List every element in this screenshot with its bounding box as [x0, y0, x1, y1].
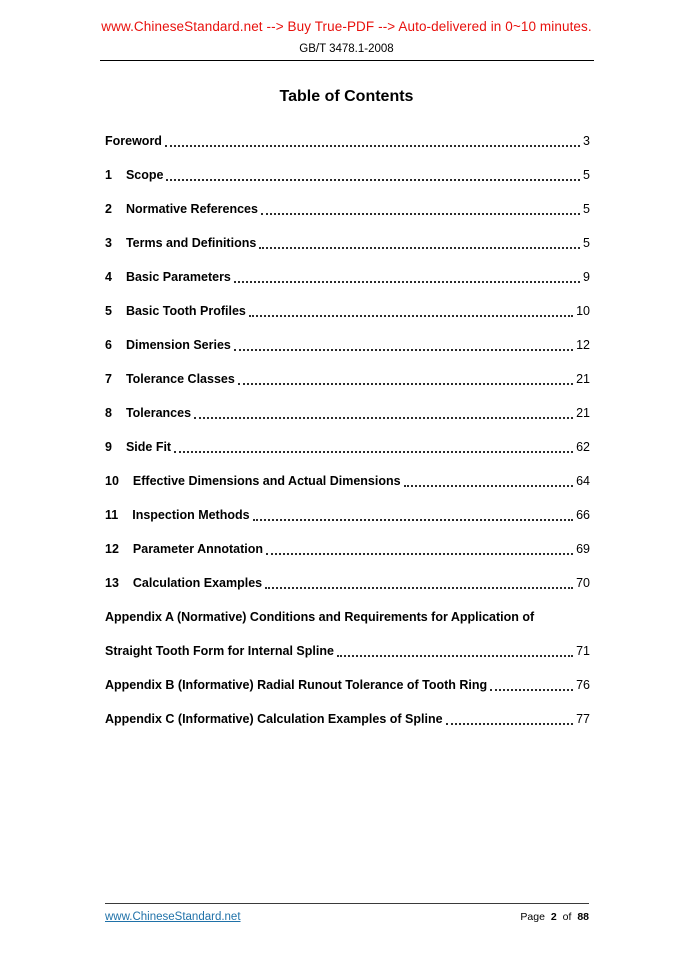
toc-entry-page: 3	[583, 134, 590, 148]
toc-entry-page: 5	[583, 168, 590, 182]
toc-entry-number: 4	[105, 270, 112, 284]
toc-entry-label: Effective Dimensions and Actual Dimensions	[132, 474, 401, 488]
toc-entry	[105, 437, 590, 457]
page-title: Table of Contents	[279, 88, 414, 105]
toc-leader-dots	[490, 689, 573, 691]
toc-leader-dots	[238, 383, 573, 385]
toc-entry-number: 7	[105, 372, 112, 386]
toc-leader-dots	[174, 451, 573, 453]
toc-entry-page: 10	[576, 304, 590, 318]
toc-entry-label: Parameter Annotation	[132, 542, 264, 556]
page-footer	[105, 903, 589, 923]
toc-entry-number: 13	[105, 576, 119, 590]
toc-entry-number: 5	[105, 304, 112, 318]
toc-entry-page: 71	[576, 644, 590, 658]
page-indicator-of: of	[562, 911, 572, 923]
toc-leader-dots	[261, 213, 580, 215]
toc-leader-dots	[259, 247, 580, 249]
toc-entry-page: 21	[576, 372, 590, 386]
toc-entry-label: Appendix C (Informative) Calculation Examples of Spline	[105, 712, 443, 726]
toc-entry-page: 5	[583, 202, 590, 216]
toc-entry-page: 62	[576, 440, 590, 454]
toc-entry	[105, 301, 590, 321]
toc-entry-label: Foreword	[105, 134, 162, 148]
toc-entry	[105, 165, 590, 185]
toc-leader-dots	[265, 587, 573, 589]
toc-entry-label: Straight Tooth Form for Internal Spline	[105, 644, 334, 658]
toc-entry-number: 1	[105, 168, 112, 182]
toc-entry-number: 2	[105, 202, 112, 216]
toc-entry-page: 69	[576, 542, 590, 556]
toc-entry	[105, 709, 590, 729]
toc-entry-label: Inspection Methods	[132, 508, 250, 522]
toc-entry-label: Tolerance Classes	[125, 372, 235, 386]
toc-entry-label: Appendix A (Normative) Conditions and Requirements for Application of	[105, 610, 535, 624]
toc-entry	[105, 131, 590, 151]
toc-entry-label: Side Fit	[125, 440, 172, 454]
toc-entry-number: 12	[105, 542, 119, 556]
toc-entry-page: 9	[583, 270, 590, 284]
toc-entry-number: 3	[105, 236, 112, 250]
toc-entry	[105, 369, 590, 389]
toc-entry	[105, 675, 590, 695]
toc-entry	[105, 539, 590, 559]
table-of-contents	[105, 131, 590, 729]
toc-entry-label: Dimension Series	[125, 338, 231, 352]
toc-leader-dots	[446, 723, 574, 725]
toc-entry-page: 66	[576, 508, 590, 522]
toc-entry-page: 21	[576, 406, 590, 420]
toc-entry-page: 77	[576, 712, 590, 726]
toc-leader-dots	[404, 485, 574, 487]
toc-leader-dots	[337, 655, 573, 657]
toc-entry-page: 76	[576, 678, 590, 692]
toc-entry	[105, 573, 590, 593]
toc-entry-page: 70	[576, 576, 590, 590]
toc-entry-label: Scope	[125, 168, 164, 182]
toc-entry-label: Basic Tooth Profiles	[125, 304, 246, 318]
toc-entry-label: Tolerances	[125, 406, 192, 420]
toc-leader-dots	[234, 349, 573, 351]
page-indicator-total: 88	[577, 911, 589, 923]
toc-leader-dots	[234, 281, 580, 283]
toc-entry-number: 10	[105, 474, 119, 488]
toc-entry-appendix-a-line2	[105, 641, 590, 661]
toc-entry-page: 12	[576, 338, 590, 352]
toc-leader-dots	[253, 519, 574, 521]
toc-entry-label: Calculation Examples	[132, 576, 263, 590]
page-indicator-label: Page	[520, 911, 545, 923]
promo-banner-link[interactable]: www.ChineseStandard.net --> Buy True-PDF --> Auto-delivered in 0~10 minutes.	[101, 19, 592, 34]
footer-site-link[interactable]: www.ChineseStandard.net	[105, 911, 241, 923]
toc-leader-dots	[166, 179, 580, 181]
toc-entry	[105, 267, 590, 287]
toc-entry-appendix-a-line1	[105, 607, 590, 627]
toc-leader-dots	[165, 145, 580, 147]
standard-code: GB/T 3478.1-2008	[299, 43, 394, 55]
toc-leader-dots	[249, 315, 573, 317]
toc-entry-number: 9	[105, 440, 112, 454]
toc-entry-page: 5	[583, 236, 590, 250]
page-indicator	[520, 911, 589, 923]
toc-entry	[105, 505, 590, 525]
toc-entry-number: 8	[105, 406, 112, 420]
toc-entry	[105, 335, 590, 355]
footer-divider	[105, 903, 589, 904]
page-indicator-current: 2	[550, 911, 557, 923]
toc-entry-page: 64	[576, 474, 590, 488]
toc-entry	[105, 403, 590, 423]
toc-entry	[105, 233, 590, 253]
toc-entry-number: 11	[105, 508, 119, 522]
toc-leader-dots	[266, 553, 573, 555]
toc-entry-number: 6	[105, 338, 112, 352]
toc-entry-label: Appendix B (Informative) Radial Runout Tolerance of Tooth Ring	[105, 678, 488, 692]
toc-entry	[105, 471, 590, 491]
toc-entry	[105, 199, 590, 219]
toc-entry-label: Terms and Definitions	[125, 236, 257, 250]
toc-entry-label: Basic Parameters	[125, 270, 231, 284]
toc-leader-dots	[194, 417, 573, 419]
toc-entry-label: Normative References	[125, 202, 258, 216]
header-divider	[100, 60, 594, 61]
